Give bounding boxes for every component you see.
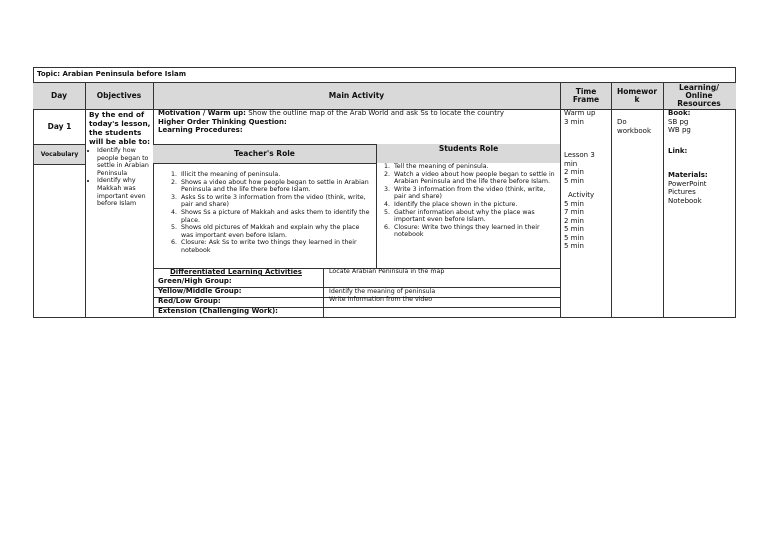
topic-title: Topic: Arabian Peninsula before Islam: [37, 70, 186, 78]
rule-diff-col: [323, 268, 324, 318]
activity-time-item: 5 min: [564, 242, 584, 250]
procedures-label: Learning Procedures:: [158, 126, 243, 134]
header-homework: Homewor k: [614, 82, 660, 110]
objectives-intro: By the end of today's lesson, the students will be able to:: [89, 110, 151, 146]
motivation-label: Motivation / Warm up:: [158, 109, 246, 117]
materials-label: Materials:: [668, 171, 708, 179]
rule-col-day: [85, 82, 86, 318]
student-step: 5. Gather information about why the place was important even before Islam.: [392, 209, 558, 224]
header-main-activity: Main Activity: [153, 82, 560, 110]
rule-vocab-bottom: [33, 164, 85, 165]
homework-cell: Do workbook: [617, 118, 652, 135]
diff-group-red: Red/Low Group:: [158, 297, 221, 305]
header-time-frame: Time Frame: [566, 82, 606, 110]
objective-item: • Identify why Makkah was important even before Islam: [97, 177, 151, 207]
student-step: 3. Write 3 information from the video (think, write, pair and share): [392, 186, 558, 201]
activity-time-item: 7 min: [564, 208, 584, 216]
activity-time-item: 5 min: [564, 199, 584, 208]
materials-item: PowerPoint: [668, 179, 707, 188]
header-day: Day: [33, 82, 85, 110]
rule-col-main: [560, 82, 561, 318]
teacher-step: 1. Illicit the meaning of peninsula.: [179, 171, 372, 179]
student-step: 6. Closure: Write two things they learned in their notebook: [392, 224, 558, 239]
rule-col-objectives: [153, 82, 154, 318]
motivation-text: Show the outline map of the Arab World and ask Ss to locate the country: [248, 109, 505, 117]
lesson-time: Lesson 3 min: [564, 151, 595, 168]
rule-col-time: [611, 82, 612, 318]
diff-group-extension: Extension (Challenging Work):: [158, 307, 278, 315]
teacher-step: 6. Closure: Ask Ss to write two things they learned in their notebook: [179, 239, 372, 254]
time-frame-cell: [564, 109, 610, 251]
lesson-time-item: 2 min: [564, 168, 584, 176]
teacher-step: 5. Shows old pictures of Makkah and explain why the place was important even before Islam.: [179, 224, 372, 239]
student-step: 4. Identify the place shown in the picture.: [392, 201, 558, 209]
book-label: Book:: [668, 109, 691, 117]
teacher-step: 2. Shows a video about how people began to settle in Arabian Peninsula and the life there before Islam.: [179, 179, 372, 194]
objectives-list: [89, 147, 151, 208]
diff-activity-red: Write information from the video: [329, 296, 433, 303]
student-step: 2. Watch a video about how people began to settle in Arabian Peninsula and the life there before Islam.: [392, 171, 558, 186]
header-objectives: Objectives: [85, 82, 153, 110]
lesson-time-item: 5 min: [564, 176, 584, 185]
warmup-time: 3 min: [564, 117, 584, 126]
student-step: 1. Tell the meaning of peninsula.: [392, 163, 558, 171]
activity-label: Activity: [568, 191, 595, 199]
rule-topic-bottom: [33, 82, 736, 83]
teacher-steps: [159, 171, 372, 255]
book-item: WB pg: [668, 126, 691, 134]
diff-activity-yellow: Identify the meaning of peninsula: [329, 288, 436, 295]
materials-item: Notebook: [668, 196, 702, 205]
materials-item: Pictures: [668, 188, 696, 196]
teacher-step: 3. Asks Ss to write 3 information from the video (think, write, pair and share): [179, 194, 372, 209]
teacher-role-title: Teacher's Role: [153, 145, 376, 163]
header-resources: Learning/ Online Resources: [672, 82, 726, 110]
day-label: Day 1: [47, 122, 72, 131]
diff-group-green: Green/High Group:: [158, 277, 232, 285]
activity-time-item: 2 min: [564, 216, 584, 225]
rule-col-homework: [663, 82, 664, 318]
student-steps: [372, 163, 558, 239]
activity-time-item: 5 min: [564, 225, 584, 233]
students-role-title: Students Role: [377, 144, 560, 153]
resources-cell: [668, 109, 732, 205]
objective-item: • Identify how people began to settle in Arabian Peninsula: [97, 147, 151, 177]
activity-time-item: 5 min: [564, 233, 584, 242]
vocabulary-label: Vocabulary: [34, 145, 85, 164]
warmup-label: Warm up: [564, 109, 596, 117]
book-item: SB pg: [668, 117, 689, 126]
diff-title: Differentiated Learning Activities: [170, 268, 302, 276]
teacher-step: 4. Shows Ss a picture of Makkah and asks them to identify the place.: [179, 209, 372, 224]
rule-roles-header-bottom: [153, 163, 376, 164]
objectives-cell: [89, 110, 151, 208]
diff-group-yellow: Yellow/Middle Group:: [158, 287, 242, 295]
hot-question-label: Higher Order Thinking Question:: [158, 117, 287, 126]
link-label: Link:: [668, 146, 688, 155]
diff-activity-green: Locate Arabian Peninsula in the map: [329, 268, 445, 275]
main-intro: [158, 109, 558, 135]
